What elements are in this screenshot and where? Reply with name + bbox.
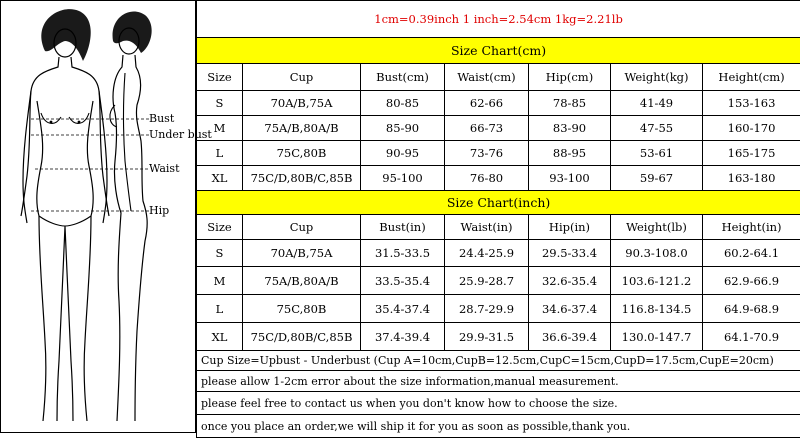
size-chart-table xyxy=(196,0,800,438)
hip-label: Hip xyxy=(149,204,169,217)
height-cell: 165-175 xyxy=(703,141,800,166)
header-cup: Cup xyxy=(243,64,361,91)
body-silhouette-illustration xyxy=(1,1,197,434)
error-note: please allow 1-2cm error about the size information,manual measurement. xyxy=(197,371,800,392)
header-bust: Bust(in) xyxy=(361,215,445,240)
weight-cell: 103.6-121.2 xyxy=(611,267,703,295)
note-row xyxy=(197,371,800,392)
inch-chart-title: Size Chart(inch) xyxy=(197,191,800,215)
header-height: Height(in) xyxy=(703,215,800,240)
cup-cell: 75C/D,80B/C,85B xyxy=(243,166,361,191)
table-row xyxy=(197,267,800,295)
bust-cell: 35.4-37.4 xyxy=(361,295,445,323)
hip-cell: 36.6-39.4 xyxy=(529,323,611,351)
header-size: Size xyxy=(197,64,243,91)
waist-cell: 76-80 xyxy=(445,166,529,191)
table-row xyxy=(197,141,800,166)
hip-cell: 83-90 xyxy=(529,116,611,141)
size-cell: L xyxy=(197,141,243,166)
bust-label: Bust xyxy=(149,112,174,125)
weight-cell: 53-61 xyxy=(611,141,703,166)
header-weight: Weight(kg) xyxy=(611,64,703,91)
size-cell: S xyxy=(197,240,243,267)
bust-cell: 31.5-33.5 xyxy=(361,240,445,267)
unit-conversion-text: 1cm=0.39inch 1 inch=2.54cm 1kg=2.21lb xyxy=(197,1,800,38)
header-size: Size xyxy=(197,215,243,240)
weight-cell: 90.3-108.0 xyxy=(611,240,703,267)
table-row xyxy=(197,295,800,323)
table-row xyxy=(197,240,800,267)
header-weight: Weight(lb) xyxy=(611,215,703,240)
weight-cell: 41-49 xyxy=(611,91,703,116)
cm-header-row xyxy=(197,64,800,91)
size-cell: M xyxy=(197,267,243,295)
bust-cell: 95-100 xyxy=(361,166,445,191)
header-hip: Hip(cm) xyxy=(529,64,611,91)
hip-cell: 78-85 xyxy=(529,91,611,116)
weight-cell: 116.8-134.5 xyxy=(611,295,703,323)
waist-cell: 66-73 xyxy=(445,116,529,141)
cm-chart-title: Size Chart(cm) xyxy=(197,38,800,64)
waist-cell: 28.7-29.9 xyxy=(445,295,529,323)
table-row xyxy=(197,91,800,116)
contact-note: please feel free to contact us when you don't know how to choose the size. xyxy=(197,392,800,415)
size-cell: L xyxy=(197,295,243,323)
waist-cell: 25.9-28.7 xyxy=(445,267,529,295)
hip-cell: 29.5-33.4 xyxy=(529,240,611,267)
waist-cell: 29.9-31.5 xyxy=(445,323,529,351)
weight-cell: 130.0-147.7 xyxy=(611,323,703,351)
height-cell: 64.1-70.9 xyxy=(703,323,800,351)
bust-cell: 85-90 xyxy=(361,116,445,141)
header-cup: Cup xyxy=(243,215,361,240)
height-cell: 60.2-64.1 xyxy=(703,240,800,267)
shipping-note: once you place an order,we will ship it for you as soon as possible,thank you. xyxy=(197,415,800,438)
cup-cell: 75C,80B xyxy=(243,295,361,323)
weight-cell: 59-67 xyxy=(611,166,703,191)
bust-cell: 90-95 xyxy=(361,141,445,166)
waist-cell: 24.4-25.9 xyxy=(445,240,529,267)
height-cell: 160-170 xyxy=(703,116,800,141)
inch-header-row xyxy=(197,215,800,240)
note-row xyxy=(197,415,800,438)
cup-cell: 75C,80B xyxy=(243,141,361,166)
note-row xyxy=(197,392,800,415)
height-cell: 62.9-66.9 xyxy=(703,267,800,295)
hip-cell: 32.6-35.4 xyxy=(529,267,611,295)
body-measurement-figure xyxy=(0,0,196,433)
bust-cell: 80-85 xyxy=(361,91,445,116)
bust-cell: 37.4-39.4 xyxy=(361,323,445,351)
table-row xyxy=(197,323,800,351)
table-row xyxy=(197,116,800,141)
hip-cell: 93-100 xyxy=(529,166,611,191)
waist-label: Waist xyxy=(149,162,180,175)
size-cell: M xyxy=(197,116,243,141)
hip-cell: 88-95 xyxy=(529,141,611,166)
waist-cell: 62-66 xyxy=(445,91,529,116)
header-bust: Bust(cm) xyxy=(361,64,445,91)
cup-cell: 70A/B,75A xyxy=(243,240,361,267)
height-cell: 64.9-68.9 xyxy=(703,295,800,323)
header-waist: Waist(cm) xyxy=(445,64,529,91)
inch-chart-title-row xyxy=(197,191,800,215)
height-cell: 153-163 xyxy=(703,91,800,116)
size-cell: XL xyxy=(197,166,243,191)
header-waist: Waist(in) xyxy=(445,215,529,240)
weight-cell: 47-55 xyxy=(611,116,703,141)
header-hip: Hip(in) xyxy=(529,215,611,240)
cup-cell: 75C/D,80B/C,85B xyxy=(243,323,361,351)
waist-cell: 73-76 xyxy=(445,141,529,166)
cup-cell: 75A/B,80A/B xyxy=(243,116,361,141)
cm-chart-title-row xyxy=(197,38,800,64)
unit-conversion-row xyxy=(197,1,800,38)
hip-cell: 34.6-37.4 xyxy=(529,295,611,323)
height-cell: 163-180 xyxy=(703,166,800,191)
cup-cell: 75A/B,80A/B xyxy=(243,267,361,295)
note-row xyxy=(197,351,800,371)
cup-size-note: Cup Size=Upbust - Underbust (Cup A=10cm,CupB=12.5cm,CupC=15cm,CupD=17.5cm,CupE=20cm) xyxy=(197,351,800,371)
size-cell: XL xyxy=(197,323,243,351)
underbust-label: Under bust xyxy=(149,128,212,141)
cup-cell: 70A/B,75A xyxy=(243,91,361,116)
bust-cell: 33.5-35.4 xyxy=(361,267,445,295)
header-height: Height(cm) xyxy=(703,64,800,91)
table-row xyxy=(197,166,800,191)
size-cell: S xyxy=(197,91,243,116)
